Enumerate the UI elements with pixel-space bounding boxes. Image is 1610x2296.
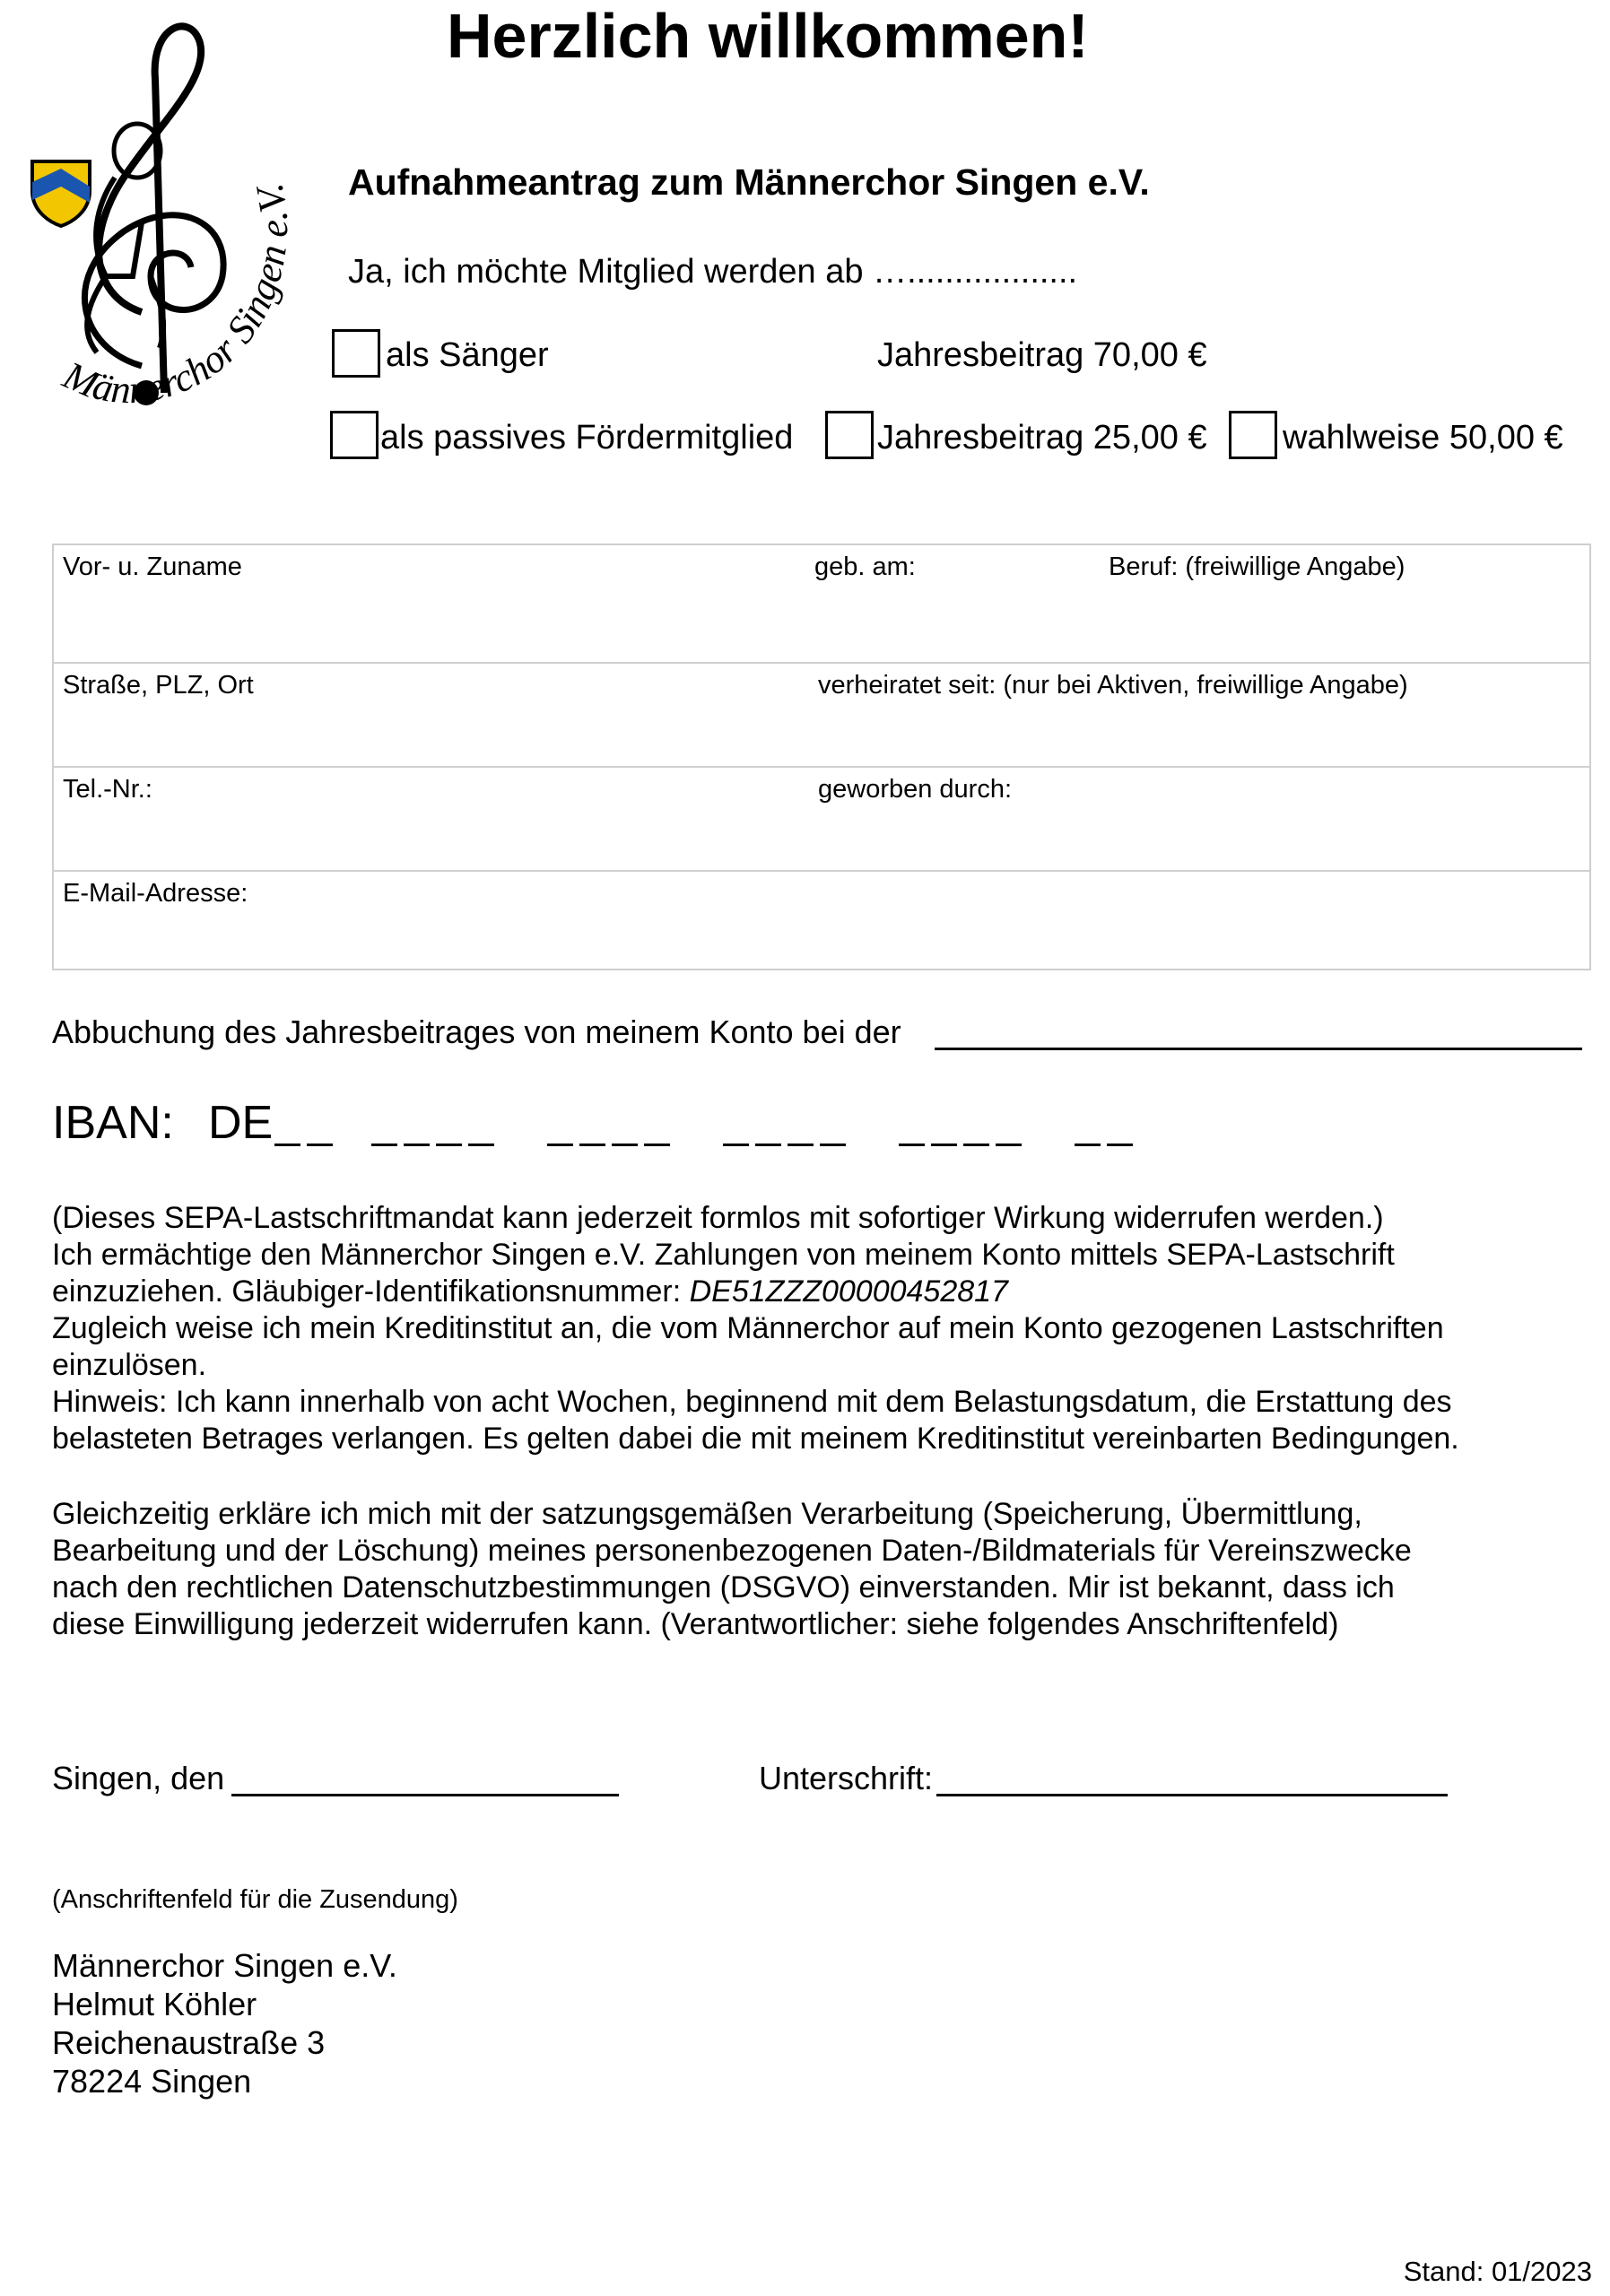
iban-digit-slot xyxy=(963,1144,989,1146)
iban-prefix: DE xyxy=(208,1097,274,1149)
passive-member-label: als passives Fördermitglied xyxy=(380,419,794,457)
privacy-line: nach den rechtlichen Datenschutzbestimmungen (DSGVO) einverstanden. Mir ist bekannt, dass ich xyxy=(52,1570,1395,1605)
sepa-line: belasteten Betrages verlangen. Es gelten dabei die mit meinem Kreditinstitut vereinbarten Bedingungen. xyxy=(52,1422,1459,1456)
iban-digit-slot xyxy=(436,1144,462,1146)
singer-fee: Jahresbeitrag 70,00 € xyxy=(877,336,1207,374)
iban-digit-slot xyxy=(371,1144,397,1146)
phone-field-label[interactable]: Tel.-Nr.: xyxy=(63,775,152,804)
mailing-address xyxy=(52,1946,397,2100)
sepa-line: (Dieses SEPA-Lastschriftmandat kann jederzeit formlos mit sofortiger Wirkung widerrufen werden.) xyxy=(52,1201,1384,1235)
form-subtitle: Aufnahmeantrag zum Männerchor Singen e.V. xyxy=(348,161,1150,203)
fee-50-checkbox[interactable] xyxy=(1229,411,1277,459)
iban-label: IBAN: xyxy=(52,1097,174,1149)
iban-digit-slot xyxy=(274,1144,300,1146)
signature-label: Unterschrift: xyxy=(759,1760,934,1796)
bank-name-line[interactable] xyxy=(935,1048,1582,1050)
table-divider xyxy=(54,766,1589,768)
iban-digit-slot xyxy=(1075,1144,1101,1146)
privacy-line: diese Einwilligung jederzeit widerrufen kann. (Verantwortlicher: siehe folgendes Anschriftenfeld) xyxy=(52,1607,1339,1641)
address-line: Männerchor Singen e.V. xyxy=(52,1947,397,1984)
passive-fee: Jahresbeitrag 25,00 € xyxy=(877,419,1207,457)
sepa-line: einzulösen. xyxy=(52,1348,207,1382)
date-line[interactable] xyxy=(231,1794,619,1796)
iban-digit-slot xyxy=(1107,1144,1133,1146)
debit-text: Abbuchung des Jahresbeitrages von meinem Konto bei der xyxy=(52,1013,901,1050)
sepa-line: Zugleich weise ich mein Kreditinstitut an, die vom Männerchor auf mein Konto gezogenen Lastschriften xyxy=(52,1311,1444,1345)
iban-digit-slot xyxy=(820,1144,846,1146)
birthdate-field-label[interactable]: geb. am: xyxy=(814,552,916,581)
sepa-line: Ich ermächtige den Männerchor Singen e.V. Zahlungen von meinem Konto mittels SEPA-Lastschrift xyxy=(52,1238,1395,1272)
job-field-label[interactable]: Beruf: (freiwillige Angabe) xyxy=(1109,552,1405,581)
join-date-line: Ja, ich möchte Mitglied werden ab ….................. xyxy=(348,253,1078,291)
sepa-mandate-text xyxy=(52,1200,1577,1457)
address-caption: (Anschriftenfeld für die Zusendung) xyxy=(52,1885,458,1914)
iban-digit-slot xyxy=(579,1144,605,1146)
name-field-label[interactable]: Vor- u. Zuname xyxy=(63,552,242,581)
iban-digit-slot xyxy=(931,1144,957,1146)
table-divider xyxy=(54,870,1589,872)
version-stamp: Stand: 01/2023 xyxy=(1403,2256,1592,2287)
iban-digit-slot xyxy=(468,1144,494,1146)
singer-checkbox[interactable] xyxy=(332,329,380,378)
iban-digit-slot xyxy=(547,1144,573,1146)
address-line: Helmut Köhler xyxy=(52,1986,257,2022)
fee-25-checkbox[interactable] xyxy=(825,411,874,459)
iban-digit-slot xyxy=(307,1144,333,1146)
place-date-label: Singen, den xyxy=(52,1760,225,1796)
singer-label: als Sänger xyxy=(386,336,549,374)
sepa-line-text: einzuziehen. Gläubiger-Identifikationsnummer: xyxy=(52,1274,690,1309)
iban-digit-slot xyxy=(404,1144,430,1146)
address-line: Reichenaustraße 3 xyxy=(52,2024,326,2061)
iban-digit-slot xyxy=(788,1144,814,1146)
iban-digit-slot xyxy=(723,1144,749,1146)
iban-digit-slot xyxy=(644,1144,670,1146)
personal-data-table xyxy=(52,544,1591,970)
address-line: 78224 Singen xyxy=(52,2063,252,2100)
married-field-label[interactable]: verheiratet seit: (nur bei Aktiven, freiwillige Angabe) xyxy=(818,671,1408,700)
iban-digit-slot xyxy=(996,1144,1022,1146)
page-title: Herzlich willkommen! xyxy=(447,1,1089,71)
email-field-label[interactable]: E-Mail-Adresse: xyxy=(63,879,248,908)
iban-digit-slot xyxy=(755,1144,781,1146)
privacy-consent-text xyxy=(52,1496,1577,1643)
optional-fee: wahlweise 50,00 € xyxy=(1283,419,1563,457)
sepa-line: Hinweis: Ich kann innerhalb von acht Wochen, beginnend mit dem Belastungsdatum, die Erstattung des xyxy=(52,1385,1452,1419)
iban-digit-slot xyxy=(899,1144,925,1146)
privacy-line: Bearbeitung und der Löschung) meines personenbezogenen Daten-/Bildmaterials für Vereinszwecke xyxy=(52,1534,1412,1568)
privacy-line: Gleichzeitig erkläre ich mich mit der satzungsgemäßen Verarbeitung (Speicherung, Übermittlung, xyxy=(52,1497,1362,1531)
choir-logo xyxy=(25,7,312,422)
sepa-line xyxy=(52,1274,1577,1310)
passive-member-checkbox[interactable] xyxy=(330,411,379,459)
creditor-id: DE51ZZZ00000452817 xyxy=(689,1274,1008,1309)
address-field-label[interactable]: Straße, PLZ, Ort xyxy=(63,671,254,700)
iban-digit-slot xyxy=(612,1144,638,1146)
recruited-field-label[interactable]: geworben durch: xyxy=(818,775,1013,804)
logo-text: Männerchor Singen e.V. xyxy=(57,179,297,413)
signature-line[interactable] xyxy=(936,1794,1448,1796)
table-divider xyxy=(54,662,1589,664)
